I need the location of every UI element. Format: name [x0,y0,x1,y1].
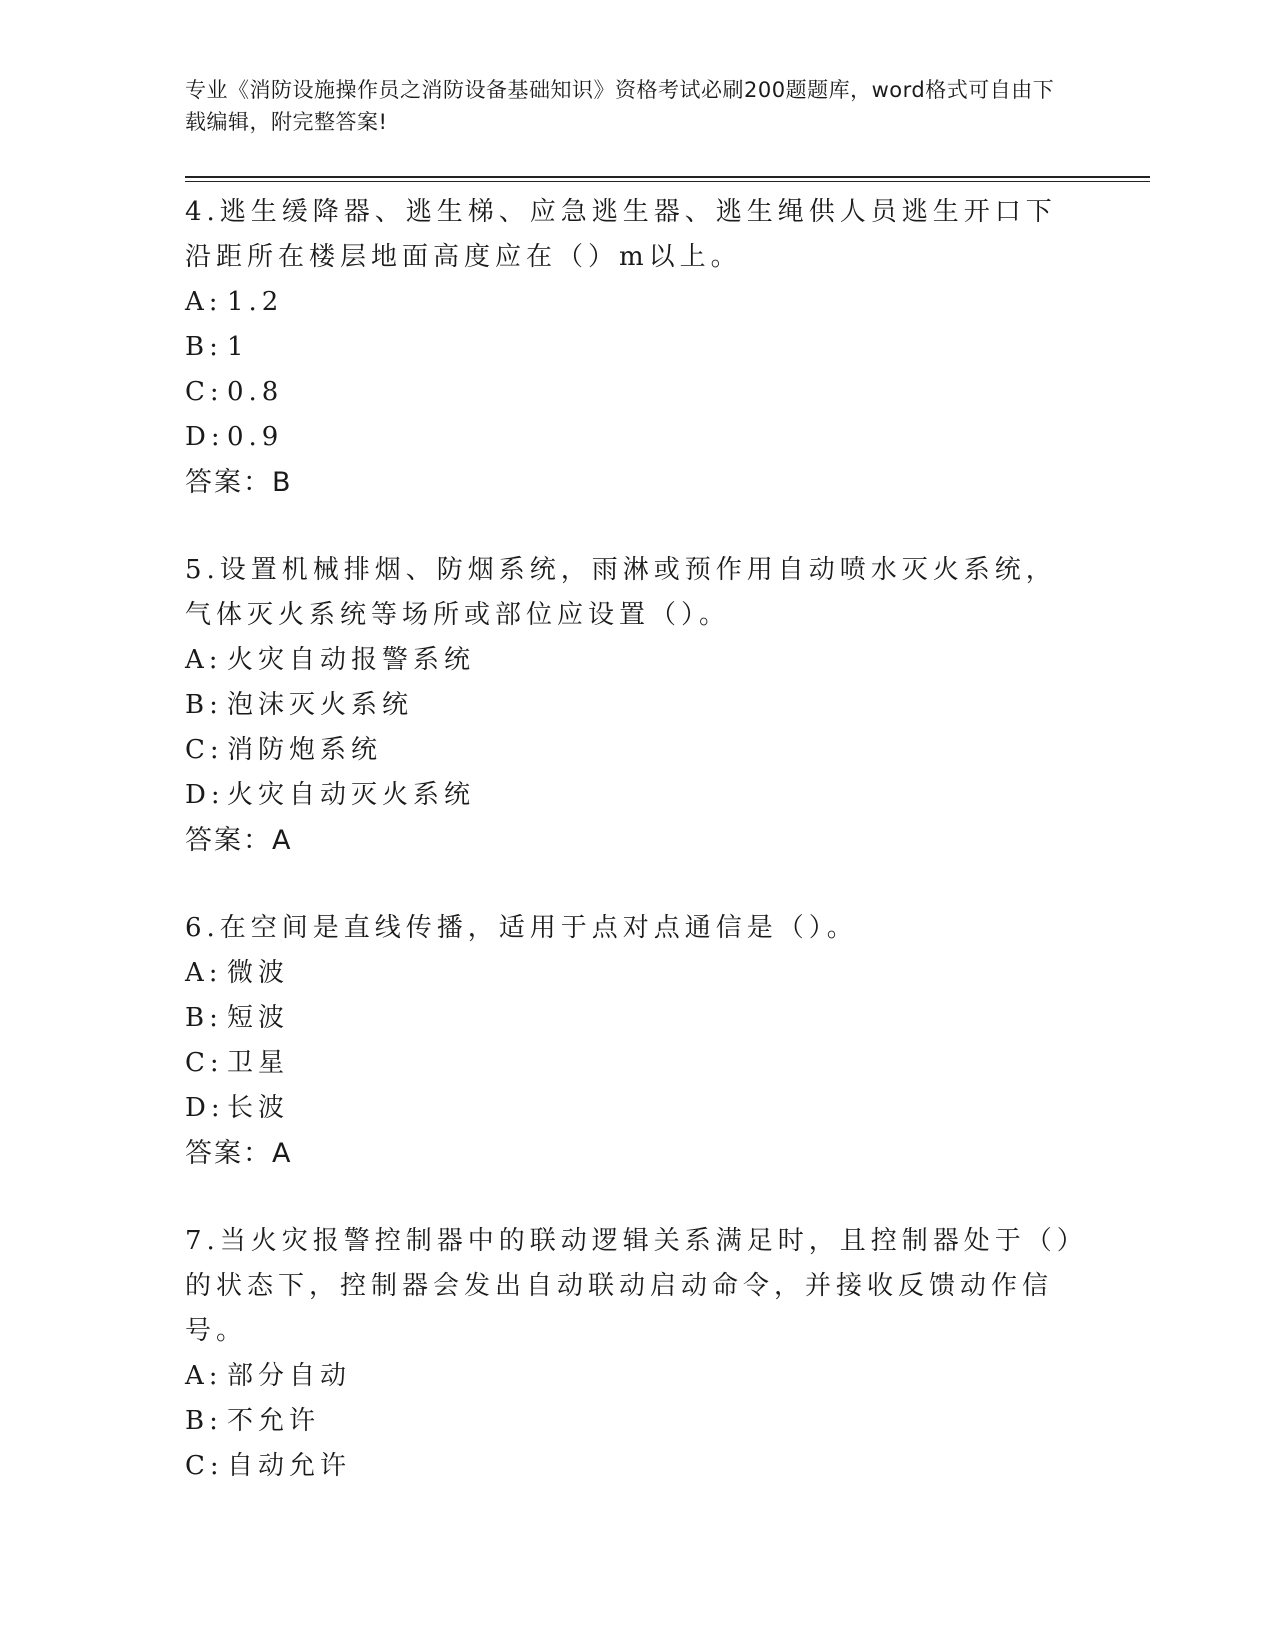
option-text: 火灾自动报警系统 [227,645,476,675]
header-divider-thick [185,176,1150,178]
option-key: B: [185,1406,223,1436]
question-6 [185,906,1085,1176]
answer-line: 答案：A [185,1138,293,1169]
question-stem: 5.设置机械排烟、防烟系统，雨淋或预作用自动喷水灭火系统，气体灭火系统等场所或部位应设置（）。 [185,555,1057,630]
option-c [185,1041,1085,1086]
document-header: 专业《消防设施操作员之消防设备基础知识》资格考试必刷200题题库，word格式可自由下载编辑，附完整答案! [185,78,1055,134]
question-stem: 7.当火灾报警控制器中的联动逻辑关系满足时，且控制器处于（）的状态下，控制器会发出自动联动启动命令，并接收反馈动作信号。 [185,1226,1075,1346]
option-text: 微波 [227,958,290,988]
option-key: D: [185,1093,225,1123]
option-d [185,415,1085,460]
option-text: 火灾自动灭火系统 [227,780,476,810]
option-c [185,370,1085,415]
question-5 [185,548,1085,863]
question-stem: 6.在空间是直线传播，适用于点对点通信是（）。 [185,913,858,943]
option-text: 0.9 [227,422,284,452]
option-text: 消防炮系统 [227,735,383,765]
option-a [185,280,1085,325]
option-a [185,638,1085,683]
option-text: 自动允许 [227,1451,352,1481]
option-key: D: [185,780,225,810]
option-key: A: [185,287,223,317]
option-key: B: [185,332,223,362]
option-b [185,325,1085,370]
option-text: 泡沫灭火系统 [227,690,414,720]
option-text: 部分自动 [227,1361,352,1391]
option-key: C: [185,377,224,407]
option-text: 1 [227,332,249,362]
option-key: B: [185,690,223,720]
option-key: C: [185,1451,224,1481]
option-d [185,773,1085,818]
option-text: 0.8 [227,377,284,407]
option-c [185,1444,1085,1489]
option-text: 卫星 [227,1048,290,1078]
option-b [185,1399,1085,1444]
option-text: 长波 [227,1093,290,1123]
question-list [185,190,1085,1532]
option-text: 短波 [227,1003,290,1033]
question-4 [185,190,1085,505]
option-key: A: [185,1361,223,1391]
option-key: A: [185,645,223,675]
option-key: D: [185,422,225,452]
answer-line: 答案：A [185,825,293,856]
question-stem: 4.逃生缓降器、逃生梯、应急逃生器、逃生绳供人员逃生开口下沿距所在楼层地面高度应在（）m以上。 [185,197,1057,272]
option-c [185,728,1085,773]
option-b [185,683,1085,728]
option-a [185,951,1085,996]
header-divider-thin [185,181,1150,182]
option-key: A: [185,958,223,988]
question-7 [185,1219,1085,1489]
option-text: 不允许 [227,1406,321,1436]
option-d [185,1086,1085,1131]
option-a [185,1354,1085,1399]
option-key: C: [185,1048,224,1078]
option-key: C: [185,735,224,765]
option-key: B: [185,1003,223,1033]
option-text: 1.2 [227,287,284,317]
answer-line: 答案：B [185,467,293,498]
option-b [185,996,1085,1041]
